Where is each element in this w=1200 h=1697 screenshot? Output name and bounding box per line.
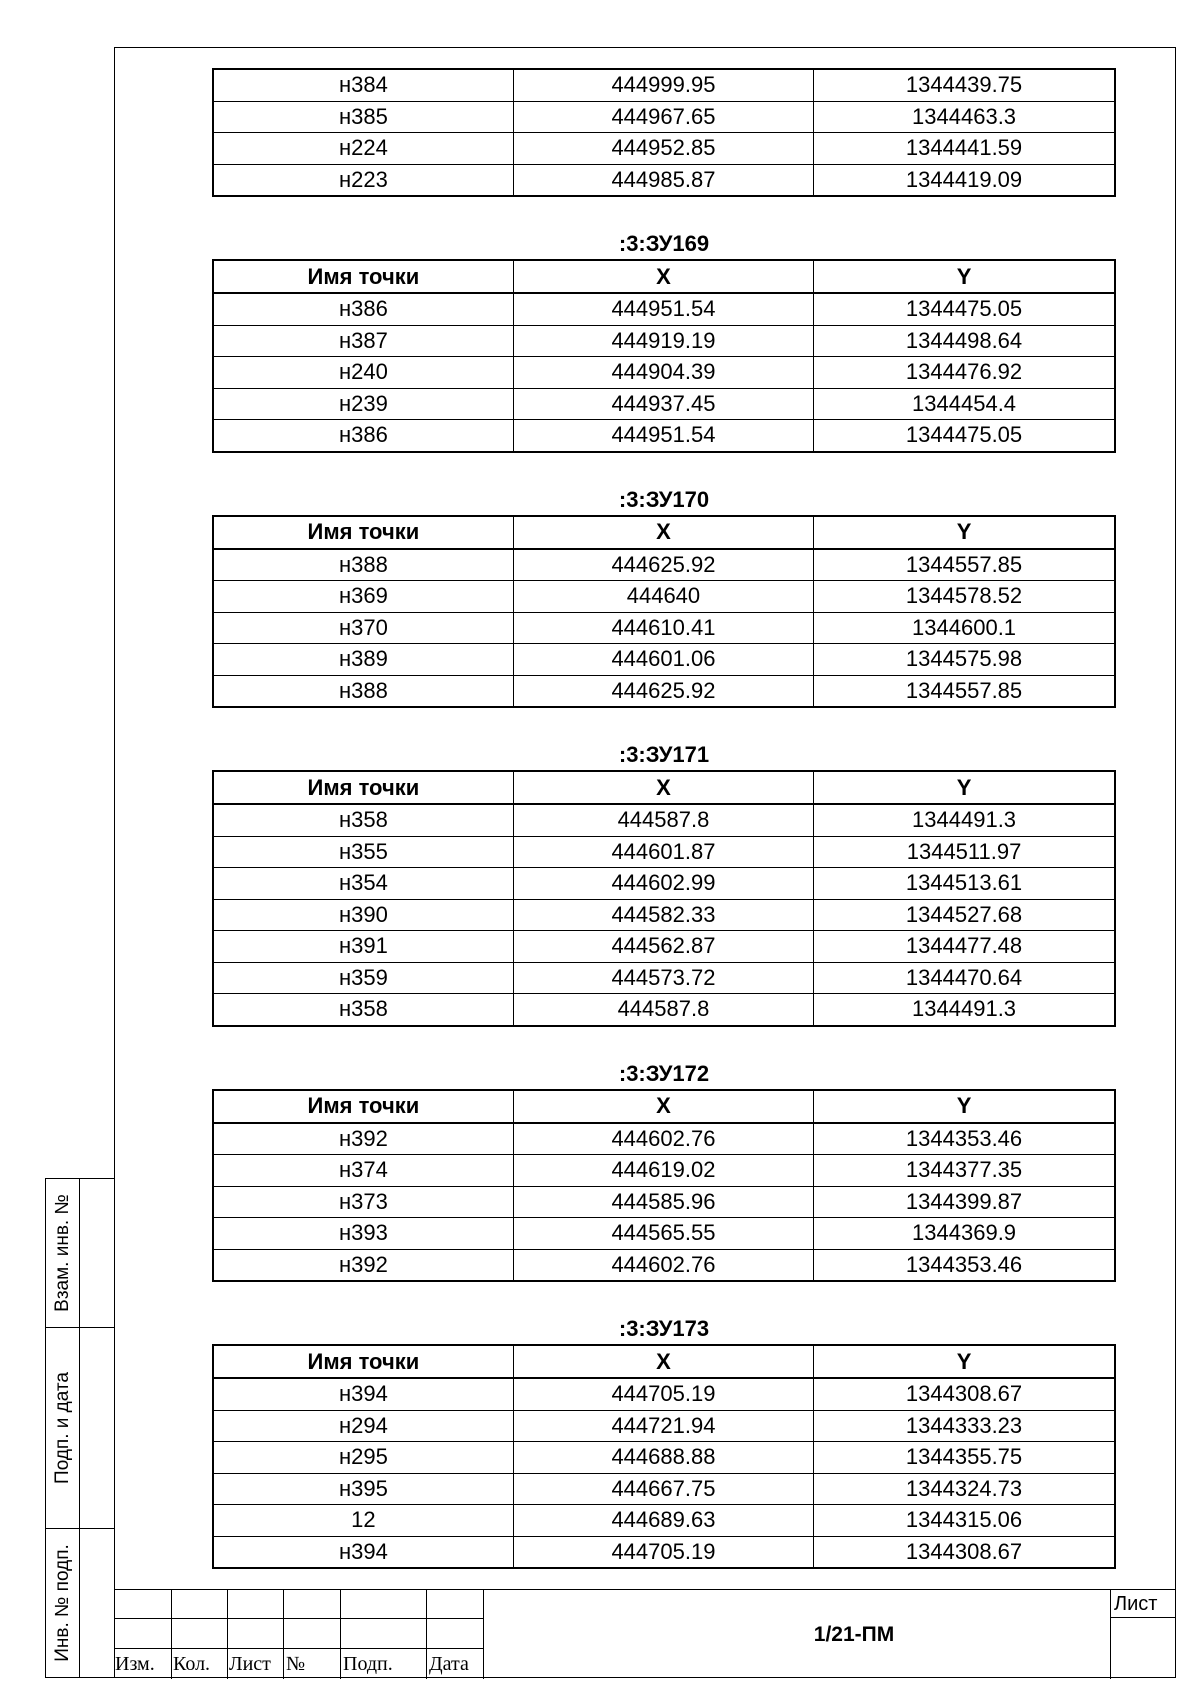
y-cell: 1344419.09 bbox=[814, 164, 1115, 196]
x-cell: 444951.54 bbox=[513, 293, 813, 325]
point-name-cell: н373 bbox=[213, 1186, 513, 1218]
x-cell: 444952.85 bbox=[513, 133, 813, 165]
table-header-row bbox=[213, 1345, 1115, 1378]
table-row bbox=[213, 1155, 1115, 1187]
y-cell: 1344353.46 bbox=[814, 1249, 1115, 1281]
y-cell: 1344557.85 bbox=[814, 675, 1115, 707]
column-header-x: X bbox=[513, 1345, 813, 1378]
point-name-cell: н369 bbox=[213, 581, 513, 613]
y-cell: 1344557.85 bbox=[814, 549, 1115, 581]
sheet-label: Лист bbox=[1110, 1590, 1176, 1618]
y-cell: 1344454.4 bbox=[814, 388, 1115, 420]
y-cell: 1344315.06 bbox=[814, 1505, 1115, 1537]
table-row bbox=[213, 164, 1115, 196]
table-row bbox=[213, 325, 1115, 357]
point-name-cell: н390 bbox=[213, 899, 513, 931]
table-row bbox=[213, 931, 1115, 963]
y-cell: 1344513.61 bbox=[814, 868, 1115, 900]
x-cell: 444999.95 bbox=[513, 69, 813, 101]
y-cell: 1344441.59 bbox=[814, 133, 1115, 165]
y-cell: 1344439.75 bbox=[814, 69, 1115, 101]
x-cell: 444601.87 bbox=[513, 836, 813, 868]
y-cell: 1344369.9 bbox=[814, 1218, 1115, 1250]
section-title: :3:ЗУ170 bbox=[618, 486, 710, 512]
x-cell: 444587.8 bbox=[513, 994, 813, 1026]
stamp-vzam-label: Взам. инв. № bbox=[51, 1194, 73, 1312]
point-name-cell: н392 bbox=[213, 1249, 513, 1281]
point-name-cell: н392 bbox=[213, 1123, 513, 1155]
column-header-y: Y bbox=[814, 516, 1115, 549]
table-row bbox=[213, 962, 1115, 994]
x-cell: 444565.55 bbox=[513, 1218, 813, 1250]
column-header-name: Имя точки bbox=[213, 1090, 513, 1123]
stamp-inv-label: Инв. № подп. bbox=[51, 1544, 73, 1662]
y-cell: 1344491.3 bbox=[814, 994, 1115, 1026]
y-cell: 1344399.87 bbox=[814, 1186, 1115, 1218]
section-title: :3:ЗУ169 bbox=[618, 231, 710, 256]
table-row bbox=[213, 1536, 1115, 1568]
table-header-row bbox=[213, 516, 1115, 549]
table-row bbox=[213, 644, 1115, 676]
x-cell: 444625.92 bbox=[513, 549, 813, 581]
x-cell: 444721.94 bbox=[513, 1410, 813, 1442]
y-cell: 1344333.23 bbox=[814, 1410, 1115, 1442]
point-name-cell: н354 bbox=[213, 868, 513, 900]
x-cell: 444951.54 bbox=[513, 420, 813, 452]
y-cell: 1344476.92 bbox=[814, 357, 1115, 389]
column-header-y: Y bbox=[814, 260, 1115, 293]
y-cell: 1344498.64 bbox=[814, 325, 1115, 357]
point-name-cell: н386 bbox=[213, 420, 513, 452]
point-name-cell: н384 bbox=[213, 69, 513, 101]
y-cell: 1344575.98 bbox=[814, 644, 1115, 676]
column-header-x: X bbox=[513, 260, 813, 293]
table-row bbox=[213, 133, 1115, 165]
x-cell: 444619.02 bbox=[513, 1155, 813, 1187]
column-header-x: X bbox=[513, 516, 813, 549]
column-header-x: X bbox=[513, 771, 813, 804]
x-cell: 444904.39 bbox=[513, 357, 813, 389]
point-name-cell: н385 bbox=[213, 101, 513, 133]
column-header-x: X bbox=[513, 1090, 813, 1123]
point-name-cell: н359 bbox=[213, 962, 513, 994]
stamp-inv-podp bbox=[45, 1528, 115, 1678]
x-cell: 444985.87 bbox=[513, 164, 813, 196]
x-cell: 444667.75 bbox=[513, 1473, 813, 1505]
x-cell: 444602.99 bbox=[513, 868, 813, 900]
x-cell: 444689.63 bbox=[513, 1505, 813, 1537]
column-header-y: Y bbox=[814, 1090, 1115, 1123]
section-title: :3:ЗУ173 bbox=[618, 1316, 710, 1341]
coordinate-tables bbox=[212, 68, 1116, 1569]
column-header-y: Y bbox=[814, 771, 1115, 804]
y-cell: 1344475.05 bbox=[814, 293, 1115, 325]
point-name-cell: н394 bbox=[213, 1536, 513, 1568]
table-header-row bbox=[213, 771, 1115, 804]
table-row bbox=[213, 1473, 1115, 1505]
column-header-name: Имя точки bbox=[213, 260, 513, 293]
point-name-cell: н391 bbox=[213, 931, 513, 963]
y-cell: 1344353.46 bbox=[814, 1123, 1115, 1155]
table-row bbox=[213, 581, 1115, 613]
y-cell: 1344578.52 bbox=[814, 581, 1115, 613]
table-row bbox=[213, 675, 1115, 707]
table-row bbox=[213, 994, 1115, 1026]
x-cell: 444610.41 bbox=[513, 612, 813, 644]
sheet-number-cell bbox=[1110, 1618, 1176, 1679]
stamp-vzam-inv bbox=[45, 1178, 115, 1328]
table-row bbox=[213, 69, 1115, 101]
table-row bbox=[213, 549, 1115, 581]
title-block bbox=[114, 1589, 1176, 1678]
y-cell: 1344463.3 bbox=[814, 101, 1115, 133]
x-cell: 444585.96 bbox=[513, 1186, 813, 1218]
x-cell: 444582.33 bbox=[513, 899, 813, 931]
x-cell: 444573.72 bbox=[513, 962, 813, 994]
y-cell: 1344324.73 bbox=[814, 1473, 1115, 1505]
table-row bbox=[213, 101, 1115, 133]
caption-izm: Изм. bbox=[115, 1653, 155, 1675]
x-cell: 444688.88 bbox=[513, 1442, 813, 1474]
x-cell: 444625.92 bbox=[513, 675, 813, 707]
table-row bbox=[213, 1378, 1115, 1410]
point-name-cell: 12 bbox=[213, 1505, 513, 1537]
x-cell: 444602.76 bbox=[513, 1123, 813, 1155]
caption-num: № bbox=[286, 1653, 306, 1675]
x-cell: 444967.65 bbox=[513, 101, 813, 133]
point-name-cell: н387 bbox=[213, 325, 513, 357]
point-name-cell: н389 bbox=[213, 644, 513, 676]
y-cell: 1344491.3 bbox=[814, 804, 1115, 836]
point-name-cell: н294 bbox=[213, 1410, 513, 1442]
y-cell: 1344600.1 bbox=[814, 612, 1115, 644]
point-name-cell: н394 bbox=[213, 1378, 513, 1410]
x-cell: 444587.8 bbox=[513, 804, 813, 836]
point-name-cell: н239 bbox=[213, 388, 513, 420]
stamp-podp-label: Подп. и дата bbox=[51, 1372, 73, 1484]
point-name-cell: н395 bbox=[213, 1473, 513, 1505]
coordinate-table bbox=[212, 259, 1116, 453]
point-name-cell: н355 bbox=[213, 836, 513, 868]
table-row bbox=[213, 868, 1115, 900]
coordinate-table bbox=[212, 515, 1116, 709]
column-header-name: Имя точки bbox=[213, 516, 513, 549]
x-cell: 444601.06 bbox=[513, 644, 813, 676]
table-row bbox=[213, 1442, 1115, 1474]
x-cell: 444705.19 bbox=[513, 1536, 813, 1568]
coordinate-table bbox=[212, 1344, 1116, 1569]
stamp-podp-data bbox=[45, 1327, 115, 1529]
x-cell: 444602.76 bbox=[513, 1249, 813, 1281]
x-cell: 444640 bbox=[513, 581, 813, 613]
point-name-cell: н223 bbox=[213, 164, 513, 196]
caption-list: Лист bbox=[229, 1653, 271, 1675]
y-cell: 1344308.67 bbox=[814, 1536, 1115, 1568]
y-cell: 1344527.68 bbox=[814, 899, 1115, 931]
table-row bbox=[213, 836, 1115, 868]
table-row bbox=[213, 804, 1115, 836]
y-cell: 1344377.35 bbox=[814, 1155, 1115, 1187]
coordinate-table bbox=[212, 770, 1116, 1027]
x-cell: 444562.87 bbox=[513, 931, 813, 963]
point-name-cell: н388 bbox=[213, 675, 513, 707]
y-cell: 1344355.75 bbox=[814, 1442, 1115, 1474]
caption-podp: Подп. bbox=[343, 1653, 393, 1675]
column-header-y: Y bbox=[814, 1345, 1115, 1378]
y-cell: 1344475.05 bbox=[814, 420, 1115, 452]
point-name-cell: н295 bbox=[213, 1442, 513, 1474]
table-row bbox=[213, 1218, 1115, 1250]
point-name-cell: н388 bbox=[213, 549, 513, 581]
x-cell: 444937.45 bbox=[513, 388, 813, 420]
table-row bbox=[213, 357, 1115, 389]
caption-data: Дата bbox=[429, 1653, 469, 1675]
point-name-cell: н370 bbox=[213, 612, 513, 644]
table-row bbox=[213, 420, 1115, 452]
y-cell: 1344308.67 bbox=[814, 1378, 1115, 1410]
table-row bbox=[213, 1410, 1115, 1442]
table-row bbox=[213, 1249, 1115, 1281]
caption-kol: Кол. bbox=[173, 1653, 211, 1675]
point-name-cell: н393 bbox=[213, 1218, 513, 1250]
y-cell: 1344477.48 bbox=[814, 931, 1115, 963]
table-row bbox=[213, 1123, 1115, 1155]
column-header-name: Имя точки bbox=[213, 771, 513, 804]
x-cell: 444919.19 bbox=[513, 325, 813, 357]
point-name-cell: н358 bbox=[213, 994, 513, 1026]
document-number: 1/21-ПМ bbox=[813, 1623, 895, 1646]
table-header-row bbox=[213, 260, 1115, 293]
coordinate-table-continued bbox=[212, 68, 1116, 197]
table-row bbox=[213, 1505, 1115, 1537]
point-name-cell: н224 bbox=[213, 133, 513, 165]
section-title: :3:ЗУ171 bbox=[618, 742, 710, 767]
point-name-cell: н386 bbox=[213, 293, 513, 325]
x-cell: 444705.19 bbox=[513, 1378, 813, 1410]
y-cell: 1344511.97 bbox=[814, 836, 1115, 868]
y-cell: 1344470.64 bbox=[814, 962, 1115, 994]
table-row bbox=[213, 1186, 1115, 1218]
table-row bbox=[213, 899, 1115, 931]
table-row bbox=[213, 388, 1115, 420]
point-name-cell: н374 bbox=[213, 1155, 513, 1187]
table-row bbox=[213, 293, 1115, 325]
table-header-row bbox=[213, 1090, 1115, 1123]
coordinate-table bbox=[212, 1089, 1116, 1283]
column-header-name: Имя точки bbox=[213, 1345, 513, 1378]
section-title: :3:ЗУ172 bbox=[618, 1060, 710, 1086]
table-row bbox=[213, 612, 1115, 644]
point-name-cell: н358 bbox=[213, 804, 513, 836]
point-name-cell: н240 bbox=[213, 357, 513, 389]
